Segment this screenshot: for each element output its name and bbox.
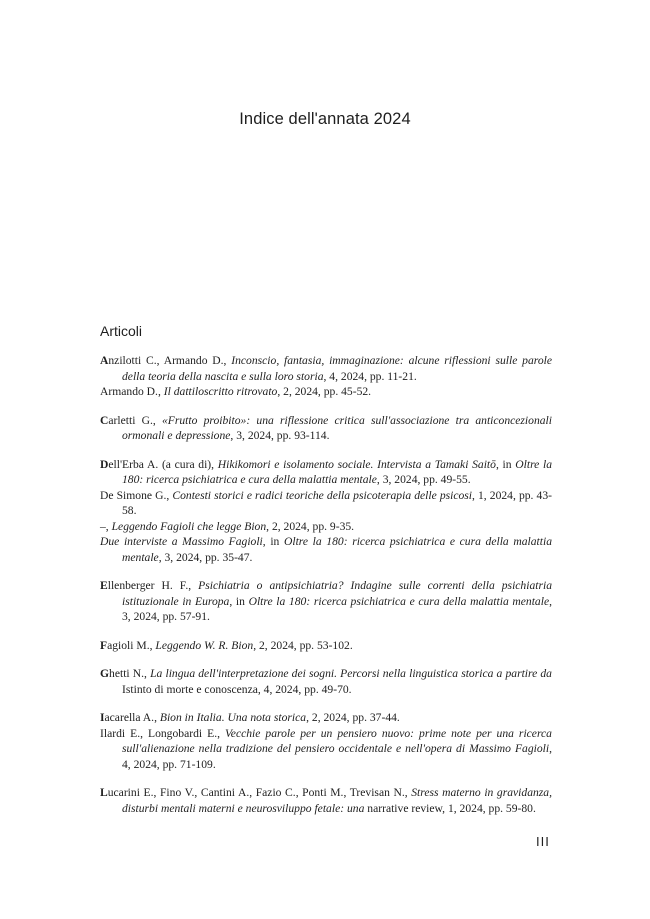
entry-initial: L [100, 786, 108, 799]
entry-in: , in [262, 535, 284, 548]
entry-title: Hikikomori e isolamento sociale. Intervista a Tamaki Saitō [217, 457, 496, 471]
entry-volume-title: Oltre la 180: ricerca psichiatrica e cura della malattia mentale [248, 594, 550, 608]
entry-authors: acarella A., [104, 711, 160, 724]
entry-title: Inconscio, fantasia, immaginazione: alcune riflessioni sulle parole della teoria della nascita e sulla loro storia [122, 354, 552, 383]
group-f [100, 638, 552, 654]
group-e [100, 578, 552, 625]
page-title: Indice dell'annata 2024 [239, 110, 411, 128]
entry-initial: C [100, 413, 109, 427]
entry-citation: , 4, 2024, pp. 71-109. [122, 742, 552, 771]
entry-authors: ucarini E., Fino V., Cantini A., Fazio C., Ponti M., Trevisan N., [107, 786, 412, 799]
entry-initial: I [100, 711, 105, 724]
group-g [100, 666, 552, 697]
entry-in: , in [229, 594, 249, 608]
entry-title: «Frutto proibito»: una riflessione critica sull'associazione tra anticoncezionali ormonali e depressione [122, 413, 552, 442]
entry-ilardi [100, 726, 552, 773]
group-i [100, 710, 552, 772]
entry-authors: nzilotti C., Armando D., [108, 354, 232, 367]
entry-title: Contesti storici e radici teoriche della psicoterapia delle psicosi [172, 488, 473, 502]
entry-initial: E [100, 579, 108, 592]
entry-citation: , 2, 2024, pp. 37-44. [306, 711, 400, 724]
entry-citation: , 2, 2024, pp. 45-52. [277, 385, 372, 398]
entry-desimone [100, 488, 552, 519]
group-c [100, 413, 552, 444]
entry-authors: Armando D., [100, 385, 164, 398]
entry-title: Psichiatria o antipsichiatria? Indagine sulle correnti della psichiatria istituzionale in Europa [122, 579, 552, 608]
entry-citation: Istinto di morte e conoscenza, 4, 2024, pp. 49-70. [122, 682, 352, 696]
entry-volume-title: Oltre la 180: ricerca psichiatrica e cura della malattia mentale [122, 457, 553, 486]
group-l [100, 785, 552, 816]
entry-title: Bion in Italia. Una nota storica [159, 711, 307, 724]
entry-citation: , 3, 2024, pp. 57-91. [122, 594, 552, 623]
entry-citation: , 1, 2024, pp. 43-58. [122, 488, 552, 517]
entry-desimone-2 [100, 519, 552, 535]
entry-citation: narrative review, 1, 2024, pp. 59-80. [364, 801, 536, 815]
group-a [100, 353, 552, 400]
entry-lucarini [100, 785, 552, 816]
entry-initial: A [100, 354, 109, 367]
entry-title: Stress materno in gravidanza, disturbi mentali materni e neurosviluppo fetale: una [122, 786, 552, 815]
entry-iacarella [100, 710, 552, 726]
entry-anzilotti [100, 353, 552, 384]
entry-authors: –, [100, 519, 112, 533]
entry-ellenberger [100, 578, 552, 625]
entry-initial: F [100, 638, 108, 652]
entry-due-interviste [100, 534, 552, 565]
entry-initial: D [100, 457, 109, 471]
entry-armando [100, 384, 552, 400]
entry-title: Leggendo Fagioli che legge Bion [111, 519, 267, 533]
entry-title: Vecchie parole per un pensiero nuovo: prime note per una ricerca sull'alienazione nella tradizione del pensiero occidentale e nell'opera di Massimo Fagioli [122, 726, 552, 755]
entry-list [100, 353, 552, 829]
entry-authors: De Simone G., [100, 488, 173, 502]
entry-fagioli [100, 638, 552, 654]
entry-initial: G [100, 667, 110, 680]
entry-volume-title: Oltre la 180: ricerca psichiatrica e cura della malattia mentale [122, 535, 553, 564]
entry-authors: ell'Erba A. (a cura di), [108, 457, 218, 471]
entry-citation: , 3, 2024, pp. 93-114. [230, 429, 330, 442]
page-number: III [536, 834, 550, 849]
entry-citation: , 2, 2024, pp. 9-35. [266, 519, 355, 533]
entry-authors: agioli M., [107, 638, 156, 652]
group-d [100, 457, 552, 566]
entry-title: Due interviste a Massimo Fagioli [100, 535, 263, 548]
entry-title: Il dattiloscritto ritrovato [163, 385, 278, 398]
entry-citation: , 2, 2024, pp. 53-102. [253, 638, 353, 652]
entry-in: , in [495, 457, 516, 471]
entry-citation: , 3, 2024, pp. 49-55. [376, 473, 471, 486]
entry-title: Leggendo W. R. Bion [155, 638, 254, 652]
entry-authors: Ilardi E., Longobardi E., [100, 726, 225, 740]
section-heading: Articoli [100, 323, 143, 339]
entry-authors: hetti N., [109, 667, 151, 680]
entry-authors: arletti G., [108, 413, 162, 427]
entry-citation: , 4, 2024, pp. 11-21. [323, 369, 417, 383]
entry-dellerba [100, 457, 552, 488]
entry-ghetti [100, 666, 552, 697]
entry-authors: llenberger H. F., [107, 579, 199, 592]
entry-citation: , 3, 2024, pp. 35-47. [158, 550, 253, 564]
entry-title: La lingua dell'interpretazione dei sogni. Percorsi nella linguistica storica a partire da [150, 667, 552, 680]
entry-carletti [100, 413, 552, 444]
